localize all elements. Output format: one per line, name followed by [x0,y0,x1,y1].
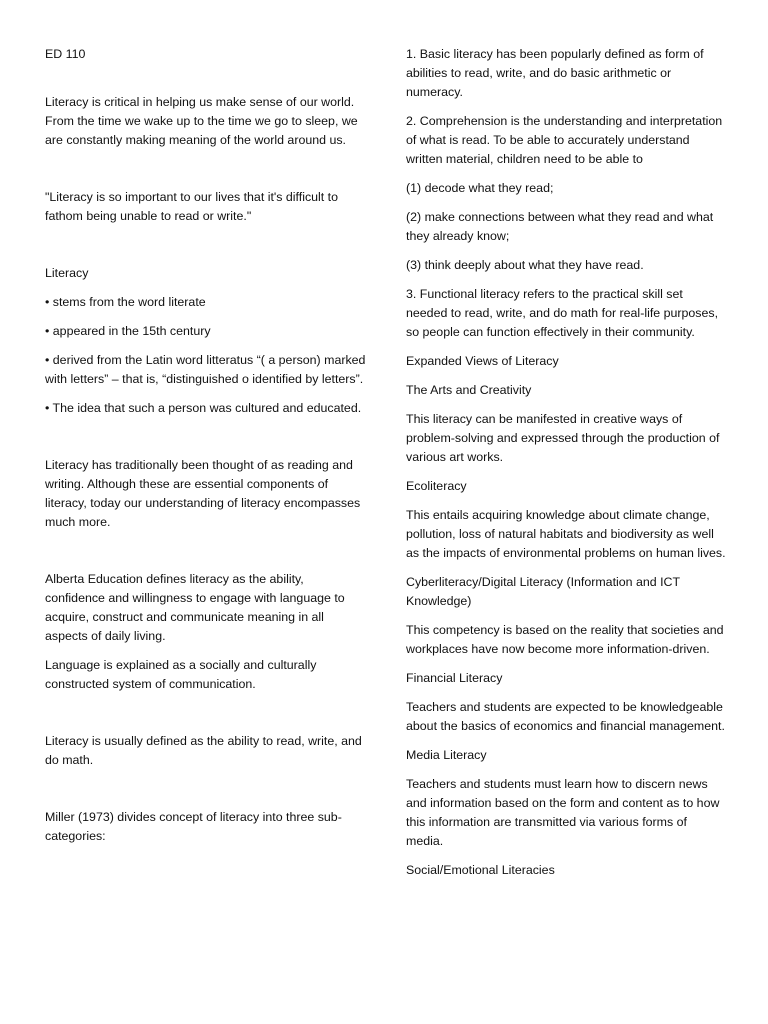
arts-paragraph: This literacy can be manifested in creative ways of problem-solving and expressed through the production of various art works. [406,412,720,464]
bullet-item: • stems from the word literate [45,295,206,309]
media-literacy-paragraph: Teachers and students must learn how to discern news and information based on the form and content as to how this information are transmitted via various forms of media. [406,777,720,848]
bullet-item: • appeared in the 15th century [45,324,211,338]
literacy-quote: "Literacy is so important to our lives that it's difficult to fathom being unable to read or write." [45,190,339,223]
comprehension-step: (1) decode what they read; [406,181,554,195]
functional-literacy-item: 3. Functional literacy refers to the practical skill set needed to read, write, and do math for real-life purposes, so people can function effectively in their community. [406,287,719,339]
bullet-item: • The idea that such a person was cultured and educated. [45,401,362,415]
basic-literacy-item: 1. Basic literacy has been popularly defined as form of abilities to read, write, and do basic arithmetic or numeracy. [406,47,704,99]
course-code: ED 110 [45,47,86,61]
subsection-heading: Cyberliteracy/Digital Literacy (Information and ICT Knowledge) [406,575,680,608]
subsection-heading: Ecoliteracy [406,479,467,493]
comprehension-item: 2. Comprehension is the understanding and interpretation of what is read. To be able to accurately understand written material, children need to be able to [406,114,723,166]
language-paragraph: Language is explained as a socially and culturally constructed system of communication. [45,658,317,691]
literacy-definition-paragraph: Literacy is usually defined as the ability to read, write, and do math. [45,734,362,767]
intro-paragraph: Literacy is critical in helping us make sense of our world. From the time we wake up to the time we go to sleep, we are constantly making meaning of the world around us. [45,95,358,147]
section-heading: Expanded Views of Literacy [406,354,559,368]
subsection-heading: Social/Emotional Literacies [406,863,555,877]
traditional-literacy-paragraph: Literacy has traditionally been thought of as reading and writing. Although these are essential components of literacy, today our understanding of literacy encompasses much more. [45,458,361,529]
comprehension-step: (2) make connections between what they read and what they already know; [406,210,714,243]
comprehension-step: (3) think deeply about what they have read. [406,258,644,272]
bullet-item: • derived from the Latin word litteratus “( a person) marked with letters” – that is, “distinguished o identified by letters”. [45,353,366,386]
financial-literacy-paragraph: Teachers and students are expected to be knowledgeable about the basics of economics and financial management. [406,700,725,733]
left-column [45,45,367,856]
subsection-heading: Financial Literacy [406,671,503,685]
ecoliteracy-paragraph: This entails acquiring knowledge about climate change, pollution, loss of natural habitats and biodiversity as well as the impacts of environmental problems on human lives. [406,508,726,560]
literacy-heading: Literacy [45,266,89,280]
digital-literacy-paragraph: This competency is based on the reality that societies and workplaces have now become more information-driven. [406,623,724,656]
subsection-heading: Media Literacy [406,748,487,762]
subsection-heading: The Arts and Creativity [406,383,532,397]
right-column [406,45,726,890]
alberta-definition-paragraph: Alberta Education defines literacy as the ability, confidence and willingness to engage with language to acquire, construct and communicate meaning in all aspects of daily living. [45,572,345,643]
miller-paragraph: Miller (1973) divides concept of literacy into three sub-categories: [45,810,342,843]
